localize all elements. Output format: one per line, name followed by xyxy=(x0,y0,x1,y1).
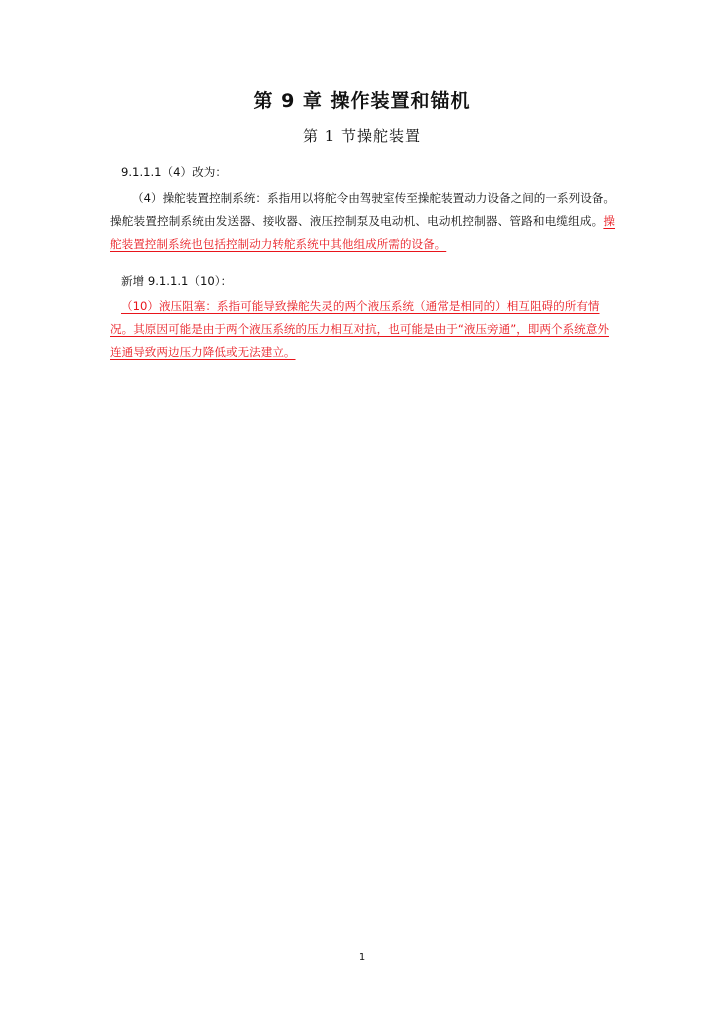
section-title: 第 1 节操舵装置 xyxy=(302,127,422,145)
amendment-heading: 9.1.1.1（4）改为： xyxy=(121,165,227,179)
paragraph-4 xyxy=(110,187,615,256)
page-number: 1 xyxy=(358,952,366,963)
paragraph-10-added-text: （10）液压阻塞：系指可能导致操舵失灵的两个液压系统（通常是相同的）相互阻碍的所有情况。其原因可能是由于两个液压系统的压力相互对抗，也可能是由于“液压旁通”，即两个系统意外连通导致两边压力降低或无法建立。 xyxy=(110,299,609,359)
paragraph-4-original-text: （4）操舵装置控制系统：系指用以将舵令由驾驶室传至操舵装置动力设备之间的一系列设备。操舵装置控制系统由发送器、接收器、液压控制泵及电动机、电动机控制器、管路和电缆组成。 xyxy=(110,191,615,228)
new-clause-heading: 新增 9.1.1.1（10）： xyxy=(121,274,233,288)
paragraph-4-added-text: 操舵装置控制系统也包括控制动力转舵系统中其他组成所需的设备。 xyxy=(110,214,615,251)
chapter-title: 第 9 章 操作装置和锚机 xyxy=(253,90,471,112)
paragraph-10 xyxy=(110,295,615,364)
